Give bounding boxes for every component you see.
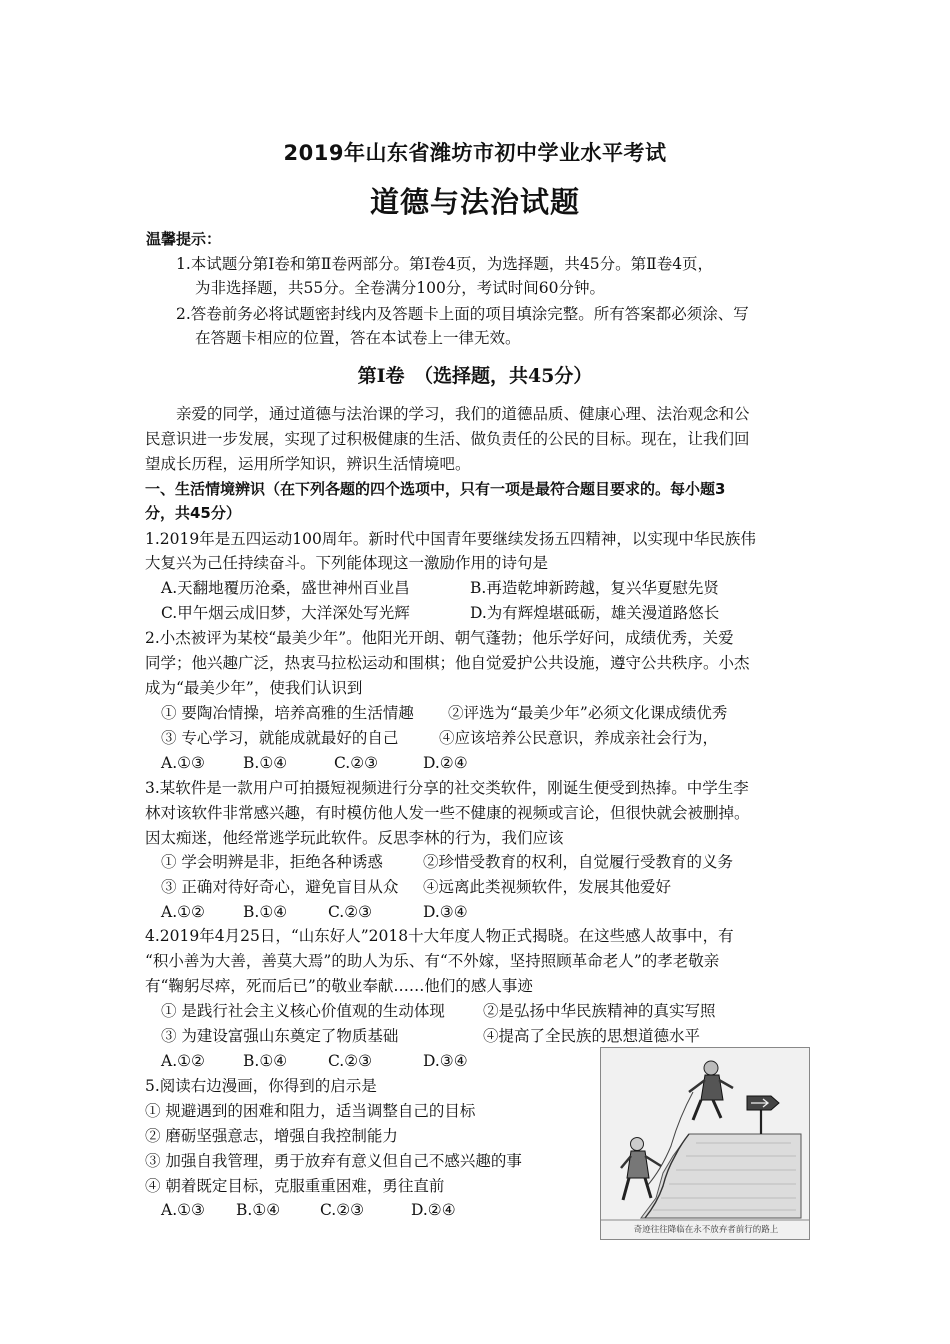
cartoon-illustration [600,1047,810,1240]
tips-line: 1.本试题分第Ⅰ卷和第Ⅱ卷两部分。第Ⅰ卷4页，为选择题，共45分。第Ⅱ卷4页， [176,255,714,273]
option-b[interactable]: B.①④ [243,1052,288,1070]
statement-item: ②珍惜受教育的权利，自觉履行受教育的义务 [423,853,734,871]
statement-item: ②是弘扬中华民族精神的真实写照 [483,1002,716,1020]
tips-line: 为非选择题，共55分。全卷满分100分，考试时间60分钟。 [195,279,606,297]
question-stem: “积小善为大善，善莫大焉”的助人为乐、有“不外嫁，坚持照顾革命老人”的孝老敬亲 [145,952,720,970]
statement-item: ④远离此类视频软件，发展其他爱好 [423,878,672,896]
option-a[interactable]: A.①③ [161,1201,205,1219]
intro-line: 望成长历程，运用所学知识，辨识生活情境吧。 [145,455,471,473]
option-a[interactable]: A.天翻地覆历沧桑，盛世神州百业昌 [161,579,410,597]
option-a[interactable]: A.①② [161,1052,205,1070]
option-b[interactable]: B.①④ [236,1201,281,1219]
part-heading: 一、生活情境辨识（在下列各题的四个选项中，只有一项是最符合题目要求的。每小题3 [145,480,726,498]
statement-item: ④提高了全民族的思想道德水平 [483,1027,701,1045]
question-stem: 2.小杰被评为某校“最美少年”。他阳光开朗、朝气蓬勃；他乐学好问，成绩优秀，关爱 [145,629,734,647]
option-d[interactable]: D.③④ [423,903,468,921]
statement-item: ④ 朝着既定目标，克服重重困难，勇往直前 [145,1177,445,1195]
statement-item: ③ 正确对待好奇心，避免盲目从众 [161,878,399,896]
question-stem: 林对该软件非常感兴趣，有时模仿他人发一些不健康的视频或言论，但很快就会被删掉。 [145,804,750,822]
question-stem: 有“鞠躬尽瘁，死而后已”的敬业奉献……他们的感人事迹 [145,977,533,995]
option-c[interactable]: C.甲午烟云成旧梦，大洋深处写光辉 [161,604,410,622]
cartoon-drawing [601,1048,810,1240]
option-c[interactable]: C.②③ [334,754,379,772]
tips-label: 温馨提示： [146,230,222,248]
statement-item: ③ 为建设富强山东奠定了物质基础 [161,1027,399,1045]
statement-item: ② 磨砺坚强意志，增强自我控制能力 [145,1127,398,1145]
option-b[interactable]: B.再造乾坤新跨越，复兴华夏慰先贤 [470,579,719,597]
question-stem: 大复兴为己任持续奋斗。下列能体现这一激励作用的诗句是 [145,554,549,572]
tips-line: 2.答卷前务必将试题密封线内及答题卡上面的项目填涂完整。所有答案都必须涂、写 [176,305,749,323]
option-b[interactable]: B.①④ [243,903,288,921]
tips-line: 在答题卡相应的位置，答在本试卷上一律无效。 [195,329,521,347]
statement-item: ③ 加强自我管理，勇于放弃有意义但自己不感兴趣的事 [145,1152,522,1170]
statement-item: ②评选为“最美少年”必须文化课成绩优秀 [448,704,728,722]
option-d[interactable]: D.为有辉煌堪砥砺，雄关漫道路悠长 [470,604,720,622]
statement-item: ④应该培养公民意识，养成亲社会行为， [439,729,719,747]
question-stem: 因太痴迷，他经常逃学玩此软件。反思李林的行为，我们应该 [145,829,564,847]
statement-item: ① 规避遇到的困难和阻力，适当调整自己的目标 [145,1102,476,1120]
question-stem: 同学；他兴趣广泛，热衷马拉松运动和围棋；他自觉爱护公共设施，遵守公共秩序。小杰 [145,654,750,672]
statement-item: ③ 专心学习，就能成就最好的自己 [161,729,399,747]
statement-item: ① 学会明辨是非，拒绝各种诱惑 [161,853,383,871]
option-c[interactable]: C.②③ [328,903,373,921]
intro-line: 亲爱的同学，通过道德与法治课的学习，我们的道德品质、健康心理、法治观念和公 [176,405,750,423]
option-d[interactable]: D.③④ [423,1052,468,1070]
section-title: 第Ⅰ卷 （选择题，共45分） [357,365,593,387]
option-a[interactable]: A.①② [161,903,205,921]
option-a[interactable]: A.①③ [161,754,205,772]
question-stem: 3.某软件是一款用户可拍摄短视频进行分享的社交类软件，刚诞生便受到热捧。中学生李 [145,779,749,797]
question-stem: 4.2019年4月25日，“山东好人”2018十大年度人物正式揭晓。在这些感人故事中，有 [145,927,734,945]
cartoon-caption: 奇迹往往降临在永不放弃者前行的路上 [633,1225,779,1235]
question-stem: 5.阅读右边漫画，你得到的启示是 [145,1077,377,1095]
option-c[interactable]: C.②③ [320,1201,365,1219]
option-d[interactable]: D.②④ [411,1201,456,1219]
option-d[interactable]: D.②④ [423,754,468,772]
exam-subject-title: 道德与法治试题 [369,185,580,219]
exam-title: 2019年山东省潍坊市初中学业水平考试 [283,141,667,165]
option-b[interactable]: B.①④ [243,754,288,772]
question-stem: 成为“最美少年”，使我们认识到 [145,679,363,697]
intro-line: 民意识进一步发展，实现了过积极健康的生活、做负责任的公民的目标。现在，让我们回 [145,430,750,448]
part-heading: 分，共45分） [145,504,241,522]
question-stem: 1.2019年是五四运动100周年。新时代中国青年要继续发扬五四精神，以实现中华民族伟 [145,530,756,548]
statement-item: ① 是践行社会主义核心价值观的生动体现 [161,1002,445,1020]
statement-item: ① 要陶冶情操，培养高雅的生活情趣 [161,704,414,722]
option-c[interactable]: C.②③ [328,1052,373,1070]
